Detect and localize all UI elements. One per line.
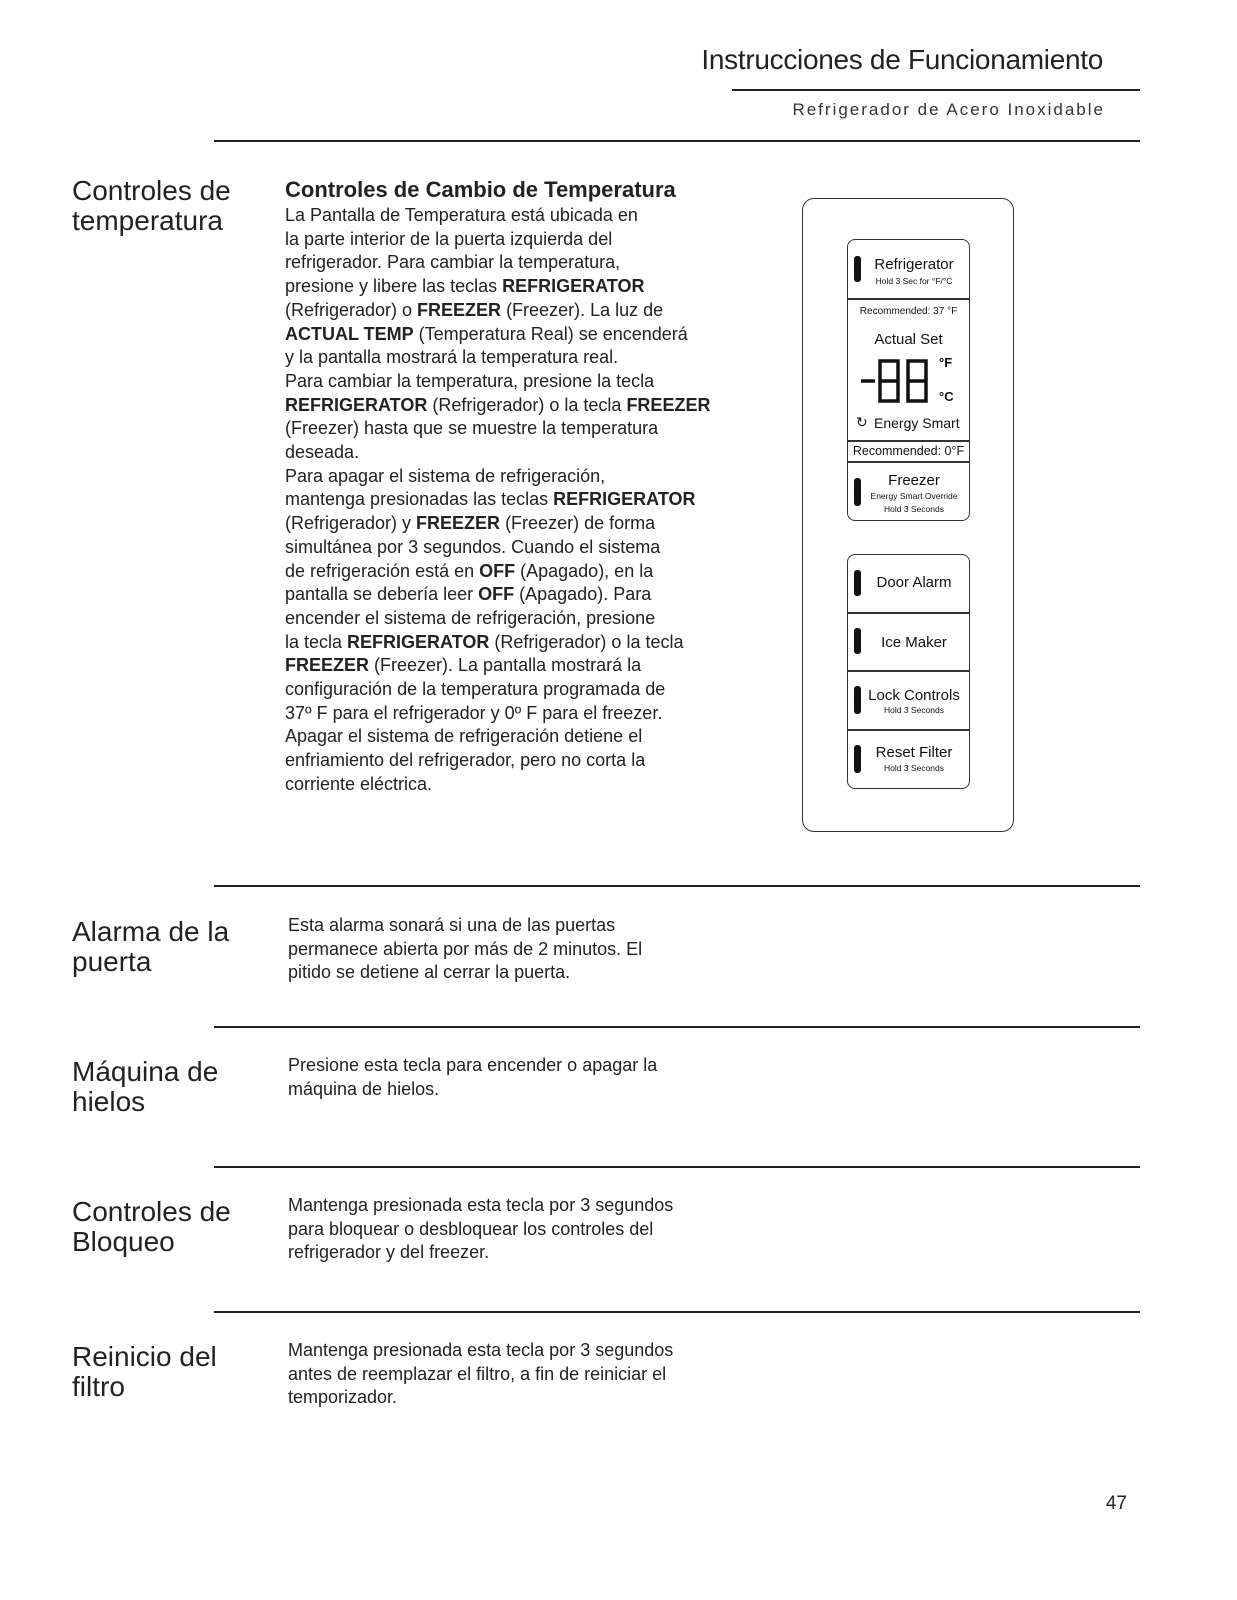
- display-digits-text: [0, 0, 1, 1]
- recommended-refrigerator: Recommended: 37 °F: [859, 306, 958, 317]
- section-divider: [214, 1311, 1140, 1313]
- freezer-hint-override: Energy Smart Override: [870, 491, 958, 501]
- subsection-title: Controles de Cambio de Temperatura: [285, 177, 676, 202]
- panel-divider: [848, 729, 969, 731]
- ice-maker-indicator: [854, 628, 861, 654]
- door-alarm-indicator: [854, 570, 861, 596]
- section-heading-temperatura: Controles de temperatura: [72, 175, 231, 236]
- refrigerator-hint: Hold 3 Sec for °F/°C: [875, 276, 953, 286]
- door-alarm-text: Esta alarma sonará si una de las puertas permanece abierta por más de 2 minutos. El pitido se detiene al cerrar la puerta.: [288, 915, 643, 983]
- lock-controls-text: Mantenga presionada esta tecla por 3 segundos para bloquear o desbloquear los controles del refrigerador y del freezer.: [288, 1195, 674, 1263]
- section-heading-hielos: Máquina de hielos: [72, 1056, 219, 1117]
- digit-2: [908, 361, 926, 401]
- lock-controls-indicator: [854, 686, 861, 714]
- section-heading-alarma: Alarma de la puerta: [72, 916, 230, 977]
- recommended-freezer: Recommended: 0°F: [852, 444, 965, 458]
- reset-filter-indicator: [854, 745, 861, 773]
- freezer-hint-hold: Hold 3 Seconds: [883, 504, 944, 514]
- panel-divider: [848, 670, 969, 672]
- panel-divider: [848, 612, 969, 614]
- energy-smart-icon: ↻: [856, 414, 868, 430]
- section-divider: [214, 1166, 1140, 1168]
- ice-maker-button[interactable]: Ice Maker: [881, 634, 947, 651]
- freezer-indicator: [854, 478, 861, 506]
- section-heading-filtro: Reinicio del filtro: [72, 1341, 217, 1402]
- page-number: 47: [1105, 1493, 1127, 1514]
- actual-set-label: Actual Set: [874, 331, 943, 348]
- reset-filter-button[interactable]: Reset Filter: [875, 744, 953, 761]
- document-title: Instrucciones de Funcionamiento: [701, 44, 1103, 75]
- panel-divider: [848, 298, 969, 300]
- digit-1: [880, 361, 898, 401]
- freezer-button[interactable]: Freezer: [888, 472, 940, 489]
- section-divider: [214, 1026, 1140, 1028]
- lock-controls-button[interactable]: Lock Controls: [868, 687, 960, 704]
- energy-smart-label: Energy Smart: [874, 415, 960, 431]
- section-divider: [214, 140, 1140, 142]
- panel-divider: [848, 440, 969, 442]
- reset-filter-text: Mantenga presionada esta tecla por 3 segundos antes de reemplazar el filtro, a fin de reiniciar el temporizador.: [288, 1340, 674, 1408]
- door-alarm-button[interactable]: Door Alarm: [876, 574, 952, 591]
- refrigerator-button[interactable]: Refrigerator: [874, 256, 954, 273]
- unit-celsius: °C: [939, 389, 954, 404]
- section-divider: [214, 885, 1140, 887]
- reset-filter-hint: Hold 3 Seconds: [883, 763, 944, 773]
- document-subtitle: Refrigerador de Acero Inoxidable: [792, 100, 1105, 119]
- temperature-instructions: La Pantalla de Temperatura está ubicada en la parte interior de la puerta izquierda del refrigerador. Para cambiar la temperatura, presione y libere las teclas REFRIGERATOR (Refrigerador) o FREEZER (Freezer). La luz de ACTUAL TEMP (Temperatura Real) se encenderá y la pantalla mostrará la temperatura real. Para cambiar la temperatura, presione la tecla REFRIGERATOR (Refrigerador) o la tecla FREEZER (Freezer) hasta que se muestre la temperatura deseada. Para apagar el sistema de refrigeración, mantenga presionadas las teclas REFRIGERATOR (Refrigerador) y FREEZER (Freezer) de forma simultánea por 3 segundos. Cuando el sistema de refrigeración está en OFF (Apagado), en la pantalla se debería leer OFF (Apagado). Para encender el sistema de refrigeración, presione la tecla REFRIGERATOR (Refrigerador) o la tecla FREEZER (Freezer). La pantalla mostrará la configuración de la temperatura programada de 37º F para el refrigerador y 0º F para el freezer. Apagar el sistema de refrigeración detiene el enfriamiento del refrigerador, pero no corta la corriente eléctrica.: [285, 205, 711, 794]
- unit-fahrenheit: °F: [939, 355, 953, 370]
- lock-controls-hint: Hold 3 Seconds: [883, 705, 944, 715]
- panel-divider: [848, 461, 969, 463]
- header-divider: [732, 89, 1140, 91]
- section-heading-bloqueo: Controles de Bloqueo: [72, 1196, 231, 1257]
- refrigerator-indicator: [854, 256, 861, 282]
- ice-maker-text: Presione esta tecla para encender o apagar la máquina de hielos.: [288, 1055, 658, 1099]
